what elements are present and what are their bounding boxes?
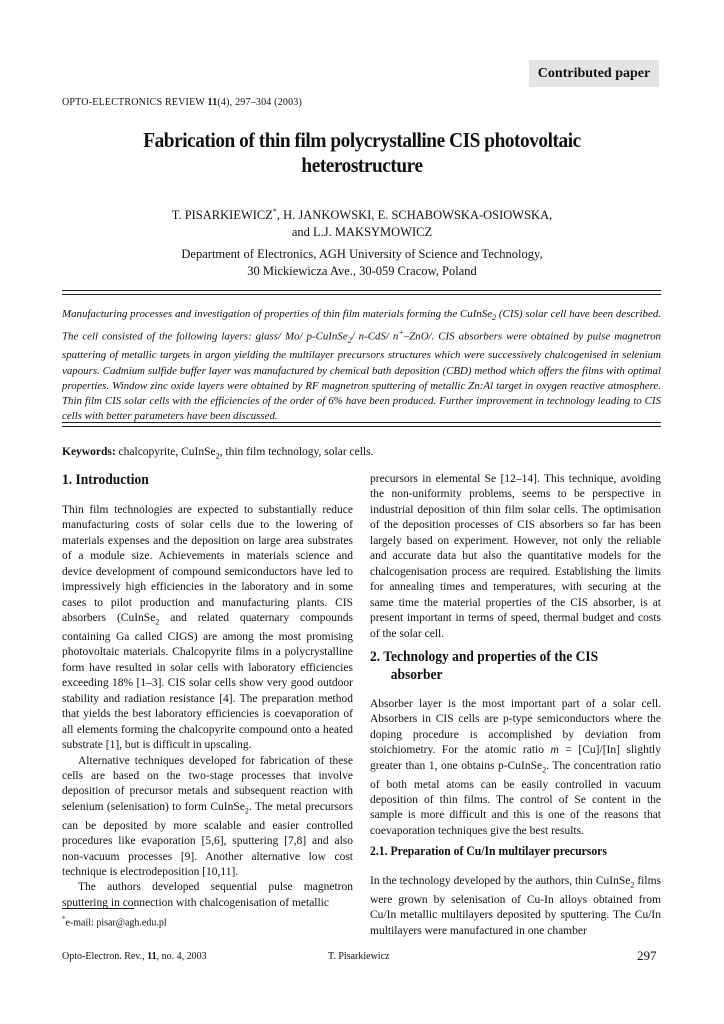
abstract-top-rule xyxy=(62,290,661,291)
left-column-text xyxy=(62,503,353,911)
abstract-bottom-rule-2 xyxy=(62,426,661,427)
abstract-top-rule-2 xyxy=(62,294,661,295)
abstract-bottom-rule xyxy=(62,422,661,423)
intro-paragraph-2: Alternative techniques developed for fabrication of these cells are based on the two-stage processes that involve deposition of precursor metals and subsequent reaction with selenium (selenisation) to form CuInSe$_2$. The metal precursors can be deposited by more scalable and easier controlled procedures like evaporation [5,6], sputtering [7,8] and also non-vacuum processes [9]. Another alternative low cost technique is electrodeposition [10,11]. xyxy=(62,754,353,879)
footnote: *e-mail: pisar@agh.edu.pl xyxy=(62,915,167,929)
footer-journal: Opto-Electron. Rev., 11, no. 4, 2003 xyxy=(62,951,207,962)
intro-paragraph-3: The authors developed sequential pulse magnetron sputtering in connection with chalcogenisation of metallic xyxy=(62,881,353,909)
intro-paragraph-4: precursors in elemental Se [12–14]. This technique, avoiding the non-uniformity problems, seems to be perspective in industrial deposition of thin film solar cells. The optimisation of the deposition processes of CIS absorbers so far has been largely based on experiment. However, not only the reliable and accurate data but also the quantitative models for the chalcogenisation process are required. Establishing the limits for annealing times and temperatures, with securing at the same time the material properties of the CIS absorber, is at present important in terms of speed, thermal budget and costs of the solar cell. xyxy=(370,473,661,640)
contributed-paper-badge xyxy=(529,60,659,87)
affiliation: Department of Electronics, AGH University of Science and Technology, 30 Mickiewicza Ave., 30-059 Cracow, Poland xyxy=(181,247,543,278)
footer-author: T. Pisarkiewicz xyxy=(328,951,390,962)
abstract: Manufacturing processes and investigation of properties of thin film materials forming the CuInSe$_2$ (CIS) solar cell have been described. The cell consisted of the following layers: glass/ Mo/ p-CuInSe$_2$/ n-CdS/ n+–ZnO/. CIS absorbers were obtained by pulse magnetron sputtering of metallic targets in argon yielding the multilayer precursors structures which were successively chalcogenised in selenium vapours. Cadmium sulfide buffer layer was manufactured by chemical bath deposition (CBD) method which offers the films with optimal properties. Window zinc oxide layers were obtained by RF magnetron sputtering of metallic Zn:Al target in oxygen reactive atmosphere. Thin film CIS solar cells with the efficiencies of the order of 6% have been produced. Further improvement in technology leading to CIS cells with better parameters have been discussed. xyxy=(62,308,661,423)
journal-header: OPTO-ELECTRONICS REVIEW 11(4), 297–304 (2003) xyxy=(62,97,303,108)
section-2-heading: 2. Technology and properties of the CIS absorber xyxy=(370,649,599,683)
footnote-rule xyxy=(62,908,134,909)
section-2-text xyxy=(370,697,661,839)
author-list: T. PISARKIEWICZ*, H. JANKOWSKI, E. SCHABOWSKA-OSIOWSKA, and L.J. MAKSYMOWICZ xyxy=(171,207,553,240)
right-column-text-top xyxy=(370,472,661,642)
keywords: Keywords: chalcopyrite, CuInSe$_2$, thin film technology, solar cells. xyxy=(62,446,374,461)
section-2-1-heading: 2.1. Preparation of Cu/In multilayer precursors xyxy=(370,843,607,858)
page-number: 297 xyxy=(637,948,657,963)
intro-paragraph-1: Thin film technologies are expected to substantially reduce manufacturing costs of solar cells due to the lowering of materials expenses and the deposition on large area substrates of a module size. Achievements in materials science and device development of compound semiconductors have led to impressively high efficiencies in the laboratory and in some cases to pilot production and manufacturing plants. CIS absorbers (CuInSe$_2$ and related quaternary compounds containing Ga called CIGS) are among the most promising photovoltaic materials. Chalcopyrite films in a polycrystalline form have resulted in solar cells with laboratory efficiencies exceeding 18% [1–3]. CIS solar cells show very good outdoor stability and radiation resistance [4]. The preparation method that yields the best laboratory efficiencies is coevaporation of all elements forming the chalcopyrite compound onto a heated substrate [1], but is difficult in upscaling. xyxy=(62,504,353,752)
section-1-heading: 1. Introduction xyxy=(62,472,149,488)
section-2-paragraph-1: Absorber layer is the most important part of a solar cell. Absorbers in CIS cells are p-type semiconductors where the doping procedure is accomplished by deviation from stoichiometry. For the atomic ratio m = [Cu]/[In] slightly greater than 1, one obtains p-CuInSe$_2$. The concentration ratio of both metal atoms can be easily controlled in vacuum deposition of thin films. The control of Se content in the sample is more difficult and this is one of the reasons that coevaporation techniques give the best results. xyxy=(370,698,662,837)
badge-label: Contributed paper xyxy=(537,65,651,81)
section-2-1-paragraph-1: In the technology developed by the authors, thin CuInSe$_2$ films were grown by selenisation of Cu-In alloys obtained from Cu/In metallic multilayers deposited by sputtering. The Cu/In multilayers were manufactured in one chamber xyxy=(370,875,661,937)
paper-title: Fabrication of thin film polycrystalline CIS photovoltaic heterostructure xyxy=(143,128,581,177)
section-2-1-text xyxy=(370,874,661,939)
